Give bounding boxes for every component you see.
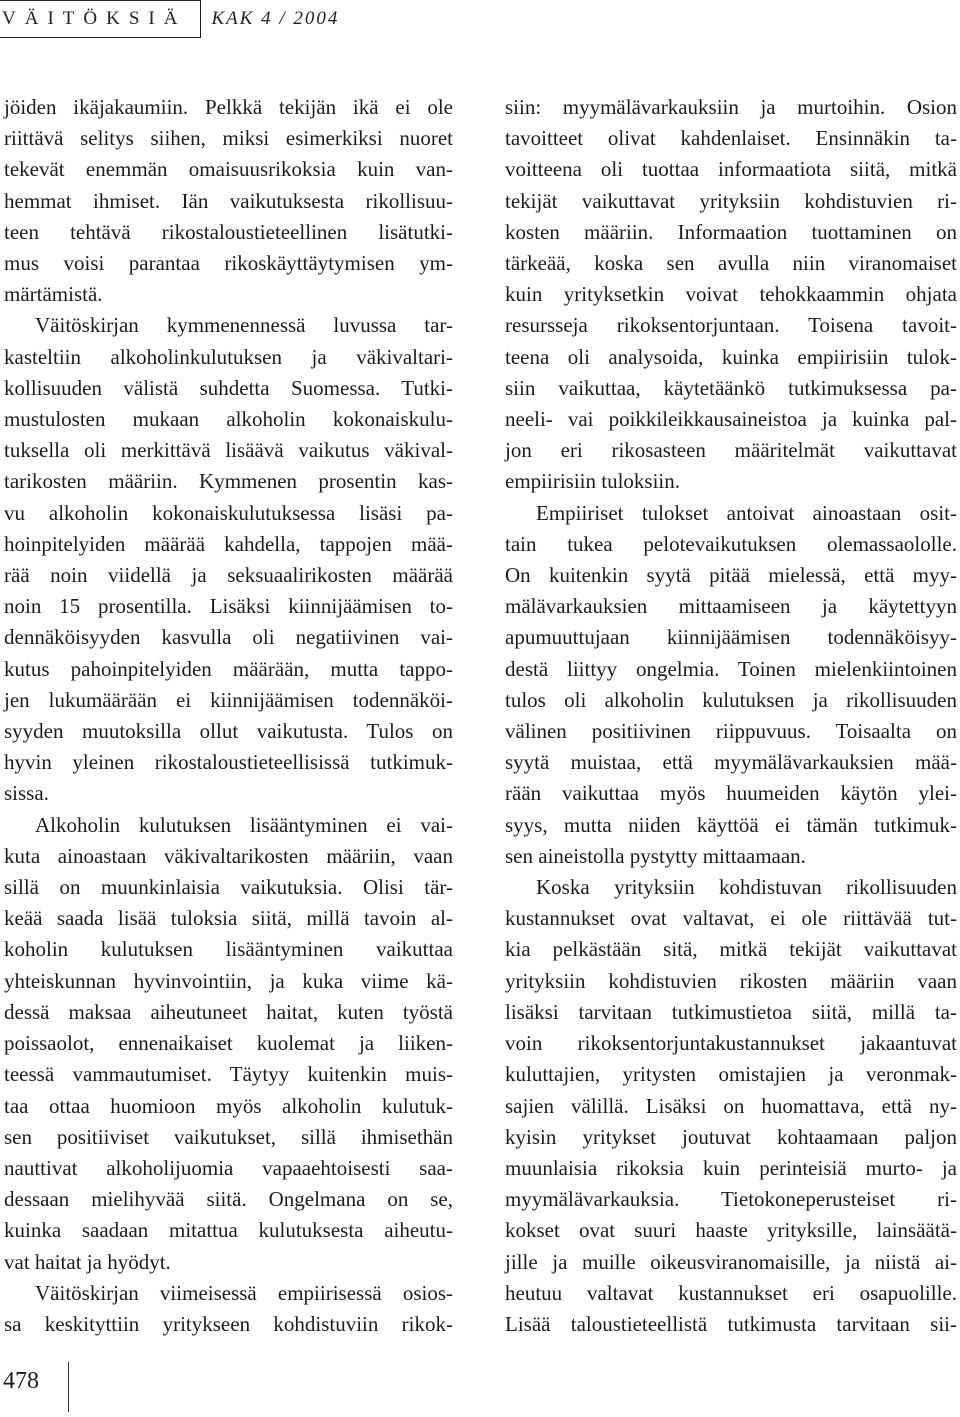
text-line: siin: myymälävarkauksiin ja murtoihin. Osion — [505, 95, 957, 119]
text-line: tärkeää, koska sen avulla niin viranomaiset — [505, 251, 957, 276]
text-line: mälävarkauksien mittaamiseen ja käytettyyn — [505, 594, 957, 619]
text-line: välinen positiivinen riippuvuus. Toisaalta on — [505, 719, 957, 744]
text-line: dennäköisyyden kasvulla oli negatiivinen vai- — [4, 625, 453, 650]
text-line: riittävä selitys siihen, miksi esimerkiksi nuoret — [4, 126, 453, 151]
text-line: kuinka saadaan mitattua kulutuksesta aiheutu- — [4, 1218, 453, 1243]
paragraph — [505, 498, 957, 872]
text-line: keää saada lisää tuloksia siitä, millä tavoin al- — [4, 906, 453, 931]
text-line: sillä on muunkinlaisia vaikutuksia. Olisi tär- — [4, 875, 453, 900]
text-line: heutuu valtavat kustannukset eri osapuolille. — [505, 1280, 957, 1305]
text-line: Koska yrityksiin kohdistuvan rikollisuuden — [536, 875, 957, 900]
text-line: kasteltiin alkoholinkulutuksen ja väkivaltari- — [4, 344, 453, 369]
paragraph — [505, 92, 957, 498]
text-line: teena oli analysoida, kuinka empiirisiin tulok- — [505, 344, 957, 369]
paragraph — [4, 1278, 453, 1340]
text-line: syytä muistaa, että myymälävarkauksien mää- — [505, 750, 957, 775]
text-line: kokset ovat suuri haaste yrityksille, lainsäätä- — [505, 1218, 957, 1243]
page-number: 478 — [3, 1368, 39, 1394]
text-line: jöiden ikäjakaumiin. Pelkkä tekijän ikä ei ole — [4, 95, 453, 119]
text-line: On kuitenkin syytä pitää mielessä, että myy- — [505, 563, 957, 588]
text-line: mustulosten mukaan alkoholin kokonaiskulu- — [4, 407, 453, 432]
text-line: sajien välillä. Lisäksi on huomattava, että ny- — [505, 1093, 957, 1118]
text-line: nauttivat alkoholijuomia vapaaehtoisesti saa- — [4, 1155, 453, 1180]
text-line: dessaan mielihyvää siitä. Ongelmana on se, — [4, 1187, 453, 1212]
text-line: voin rikoksentorjuntakustannukset jakaantuvat — [505, 1031, 957, 1056]
text-line: yhteiskunnan hyvinvointiin, ja kuka viime kä- — [4, 968, 453, 993]
running-header — [0, 0, 349, 38]
text-line: myymälävarkauksia. Tietokoneperusteiset ri- — [505, 1187, 957, 1212]
text-line: Väitöskirjan kymmenennessä luvussa tar- — [35, 313, 453, 338]
text-line: kuta ainoastaan väkivaltarikosten määriin, vaan — [4, 843, 453, 868]
text-line: sissa. — [4, 781, 49, 806]
text-line: teessä vammautumiset. Täytyy kuitenkin muis- — [4, 1062, 453, 1087]
text-line: kustannukset ovat valtavat, ei ole riittävää tut- — [505, 906, 957, 931]
section-title: VÄITÖKSIÄ — [0, 0, 201, 38]
text-line: taa ottaa huomioon myös alkoholin kulutuk- — [4, 1093, 453, 1118]
text-line: tuksella oli merkittävä lisäävä vaikutus väkival- — [4, 438, 453, 463]
text-line: kosten määriin. Informaation tuottaminen on — [505, 219, 957, 244]
text-line: neeli- vai poikkileikkausaineistoa ja kuinka pal- — [505, 407, 957, 432]
text-line: koholin kulutuksen lisääntyminen vaikuttaa — [4, 937, 453, 962]
text-line: kuluttajien, yritysten omistajien ja veronmak- — [505, 1062, 957, 1087]
journal-issue: KAK 4 / 2004 — [211, 8, 340, 29]
text-line: tulos oli alkoholin kulutuksen ja rikollisuuden — [505, 687, 957, 712]
text-line: syys, mutta niiden käyttöä ei tämän tutkimuk- — [505, 812, 957, 837]
text-line: hoinpitelyiden määrää kahdella, tappojen mää- — [4, 531, 453, 556]
text-line: Lisää taloustieteellistä tutkimusta tarvitaan sii- — [505, 1311, 957, 1336]
text-line: tavoitteet olivat kahdenlaiset. Ensinnäkin ta- — [505, 126, 957, 151]
text-line: Empiiriset tulokset antoivat ainoastaan osit- — [536, 500, 957, 525]
paragraph — [4, 310, 453, 809]
paragraph — [505, 872, 957, 1340]
text-line: poissaolot, ennenaikaiset kuolemat ja liiken- — [4, 1031, 453, 1056]
text-line: syyden muutoksilla ollut vaikutusta. Tulos on — [4, 719, 453, 744]
left-column — [4, 92, 453, 1340]
text-line: muunlaisia rikoksia kuin perinteisiä murto- ja — [505, 1155, 957, 1180]
text-line: vat haitat ja hyödyt. — [4, 1249, 171, 1274]
text-line: jon eri rikosasteen määritelmät vaikuttavat — [505, 438, 957, 463]
text-line: Alkoholin kulutuksen lisääntyminen ei vai- — [35, 812, 453, 837]
text-line: jille ja muille oikeusviranomaisille, ja niistä ai- — [505, 1249, 957, 1274]
text-line: tekijät vaikuttavat yrityksiin kohdistuvien ri- — [505, 188, 957, 213]
text-line: siin vaikuttaa, käytetäänkö tutkimuksessa pa- — [505, 375, 957, 400]
text-line: resursseja rikoksentorjuntaan. Toisena tavoit- — [505, 313, 957, 338]
paragraph — [4, 810, 453, 1278]
text-line: tarikosten määriin. Kymmenen prosentin kas- — [4, 469, 453, 494]
text-line: kyisin yritykset joutuvat kohtaamaan paljon — [505, 1124, 957, 1149]
text-line: destä liittyy ongelmia. Toinen mielenkiintoinen — [505, 656, 957, 681]
text-line: kutus pahoinpitelyiden määrään, mutta tappo- — [4, 656, 453, 681]
text-line: yrityksiin kohdistuvien rikosten määriin vaan — [505, 968, 957, 993]
text-line: vu alkoholin kokonaiskulutuksessa lisäsi pa- — [4, 500, 453, 525]
text-line: hemmat ihmiset. Iän vaikutuksesta rikollisuu- — [4, 188, 453, 213]
text-line: tekevät enemmän omaisuusrikoksia kuin van- — [4, 157, 453, 182]
text-line: tain tukea pelotevaikutuksen olemassaololle. — [505, 531, 957, 556]
footer-divider — [68, 1362, 69, 1412]
text-line: mus voisi parantaa rikoskäyttäytymisen ym- — [4, 251, 453, 276]
text-line: Väitöskirjan viimeisessä empiirisessä osios- — [35, 1280, 453, 1305]
text-line: teen tehtävä rikostaloustieteellinen lisätutki- — [4, 219, 453, 244]
text-line: kollisuuden välistä suhdetta Suomessa. Tutki- — [4, 375, 453, 400]
text-line: lisäksi tarvitaan tutkimustietoa siitä, millä ta- — [505, 999, 957, 1024]
text-line: kuin yrityksetkin voivat tehokkaammin ohjata — [505, 282, 957, 307]
text-line: sen positiiviset vaikutukset, sillä ihmisethän — [4, 1124, 453, 1149]
right-column — [505, 92, 957, 1340]
text-line: voitteena oli tuottaa informaatiota siitä, mitkä — [505, 157, 957, 182]
paragraph — [4, 92, 453, 310]
text-line: märtämistä. — [4, 282, 103, 307]
text-line: empiirisiin tuloksiin. — [505, 469, 681, 494]
text-line: apumuuttujaan kiinnijäämisen todennäköisyy- — [505, 625, 957, 650]
text-line: kia pelkästään sitä, mitkä tekijät vaikuttavat — [505, 937, 957, 962]
text-line: rään vaikuttaa myös huumeiden käytön ylei- — [505, 781, 957, 806]
text-line: rää noin viidellä ja seksuaalirikosten määrää — [4, 563, 453, 588]
text-line: hyvin yleinen rikostaloustieteellisissä tutkimuk- — [4, 750, 453, 775]
text-line: dessä maksaa aiheutuneet haitat, kuten työstä — [4, 999, 453, 1024]
text-line: sa keskityttiin yritykseen kohdistuviin rikok- — [4, 1311, 453, 1336]
text-line: sen aineistolla pystytty mittaamaan. — [505, 843, 806, 868]
text-line: noin 15 prosentilla. Lisäksi kiinnijäämisen to- — [4, 594, 453, 619]
text-line: jen lukumäärään ei kiinnijäämisen todennäköi- — [4, 687, 453, 712]
